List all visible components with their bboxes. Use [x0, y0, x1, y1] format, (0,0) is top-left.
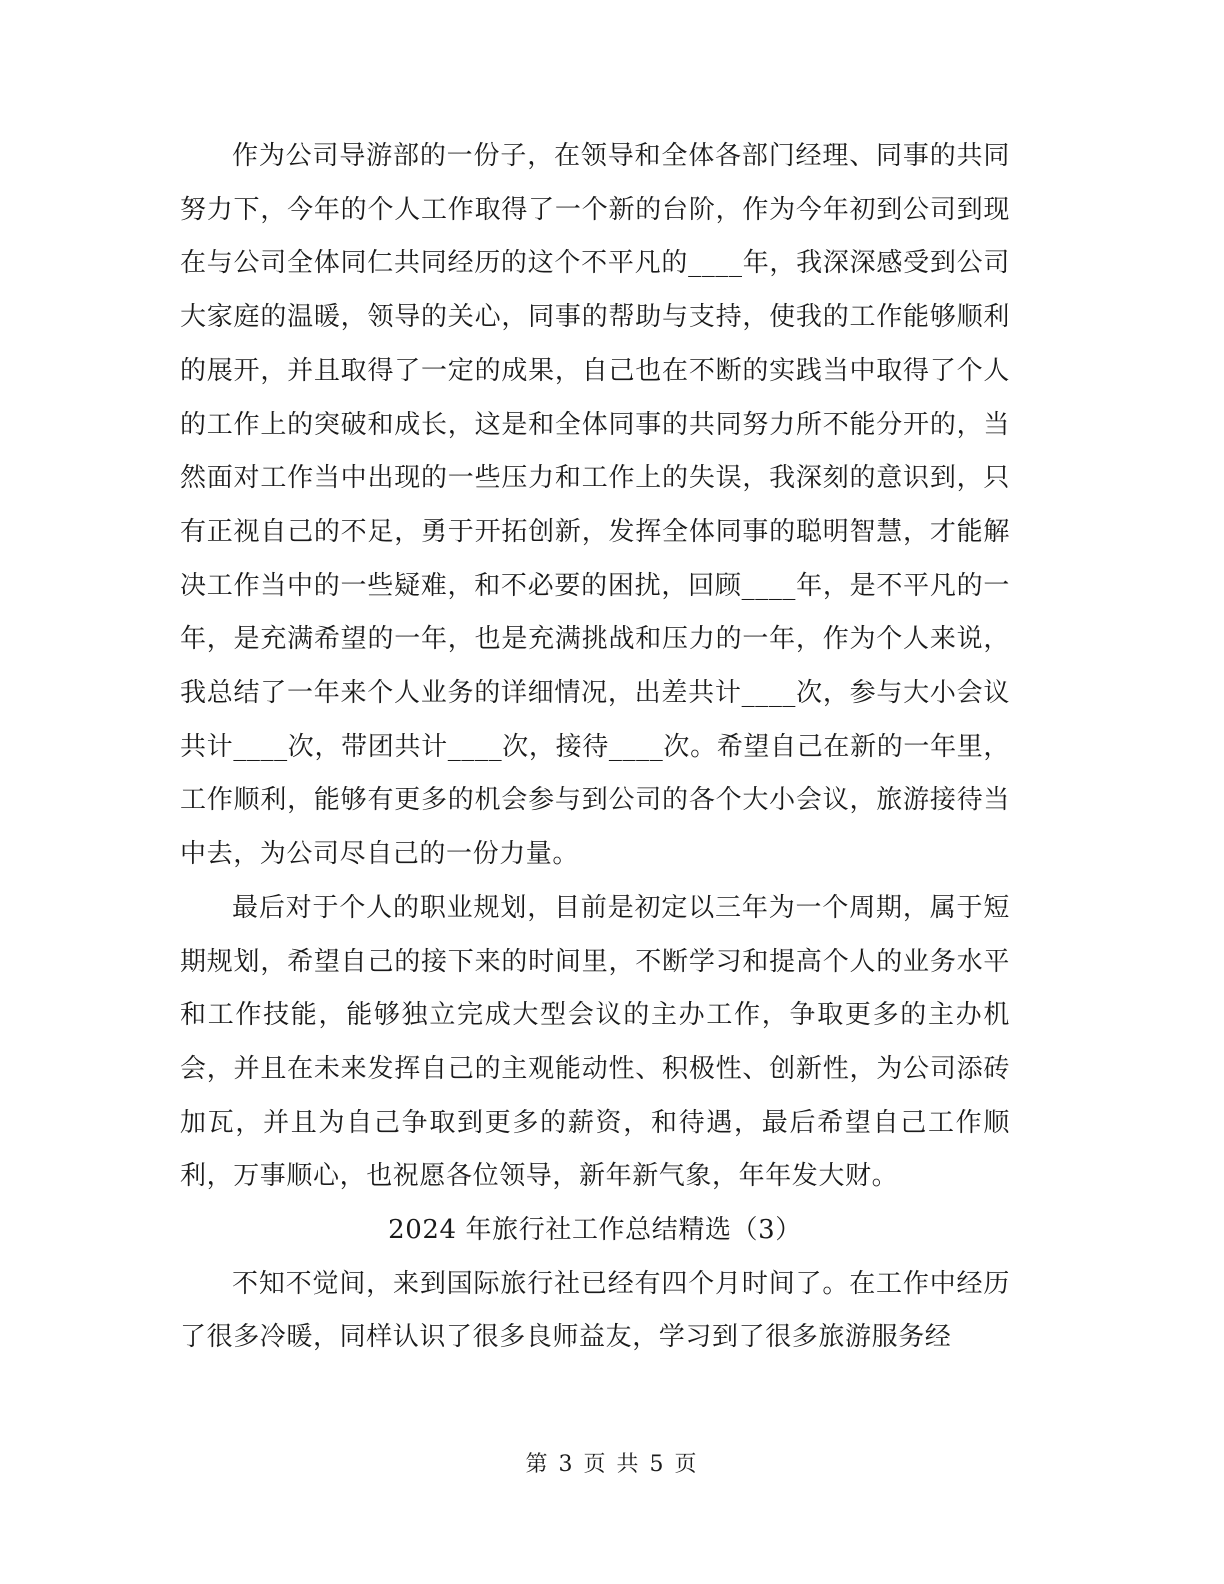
section-paragraph-1: 不知不觉间，来到国际旅行社已经有四个月时间了。在工作中经历了很多冷暖，同样认识了很多良师益友，学习到了很多旅游服务经 [180, 1268, 1010, 1353]
page-footer: 第 3 页 共 5 页 [525, 1452, 699, 1477]
body-paragraph-1: 作为公司导游部的一份子，在领导和全体各部门经理、同事的共同努力下，今年的个人工作取得了一个新的台阶，作为今年初到公司到现在与公司全体同仁共同经历的这个不平凡的____年，我深深感受到公司大家庭的温暖，领导的关心，同事的帮助与支持，使我的工作能够顺利的展开，并且取得了一定的成果，自己也在不断的实践当中取得了个人的工作上的突破和成长，这是和全体同事的共同努力所不能分开的，当然面对工作当中出现的一些压力和工作上的失误，我深刻的意识到，只有正视自己的不足，勇于开拓创新，发挥全体同事的聪明智慧，才能解决工作当中的一些疑难，和不必要的困扰，回顾____年，是不平凡的一年，是充满希望的一年，也是充满挑战和压力的一年，作为个人来说，我总结了一年来个人业务的详细情况，出差共计____次，参与大小会议共计____次，带团共计____次，接待____次。希望自己在新的一年里，工作顺利，能够有更多的机会参与到公司的各个大小会议，旅游接待当中去，为公司尽自己的一份力量。 [180, 141, 1010, 870]
body-paragraph-2: 最后对于个人的职业规划，目前是初定以三年为一个周期，属于短期规划，希望自己的接下来的时间里，不断学习和提高个人的业务水平和工作技能，能够独立完成大型会议的主办工作，争取更多的主办机会，并且在未来发挥自己的主观能动性、积极性、创新性，为公司添砖加瓦，并且为自己争取到更多的薪资，和待遇，最后希望自己工作顺利，万事顺心，也祝愿各位领导，新年新气象，年年发大财。 [180, 892, 1010, 1192]
document-body [180, 130, 1010, 1365]
section-heading: 2024 年旅行社工作总结精选（3） [388, 1215, 802, 1246]
